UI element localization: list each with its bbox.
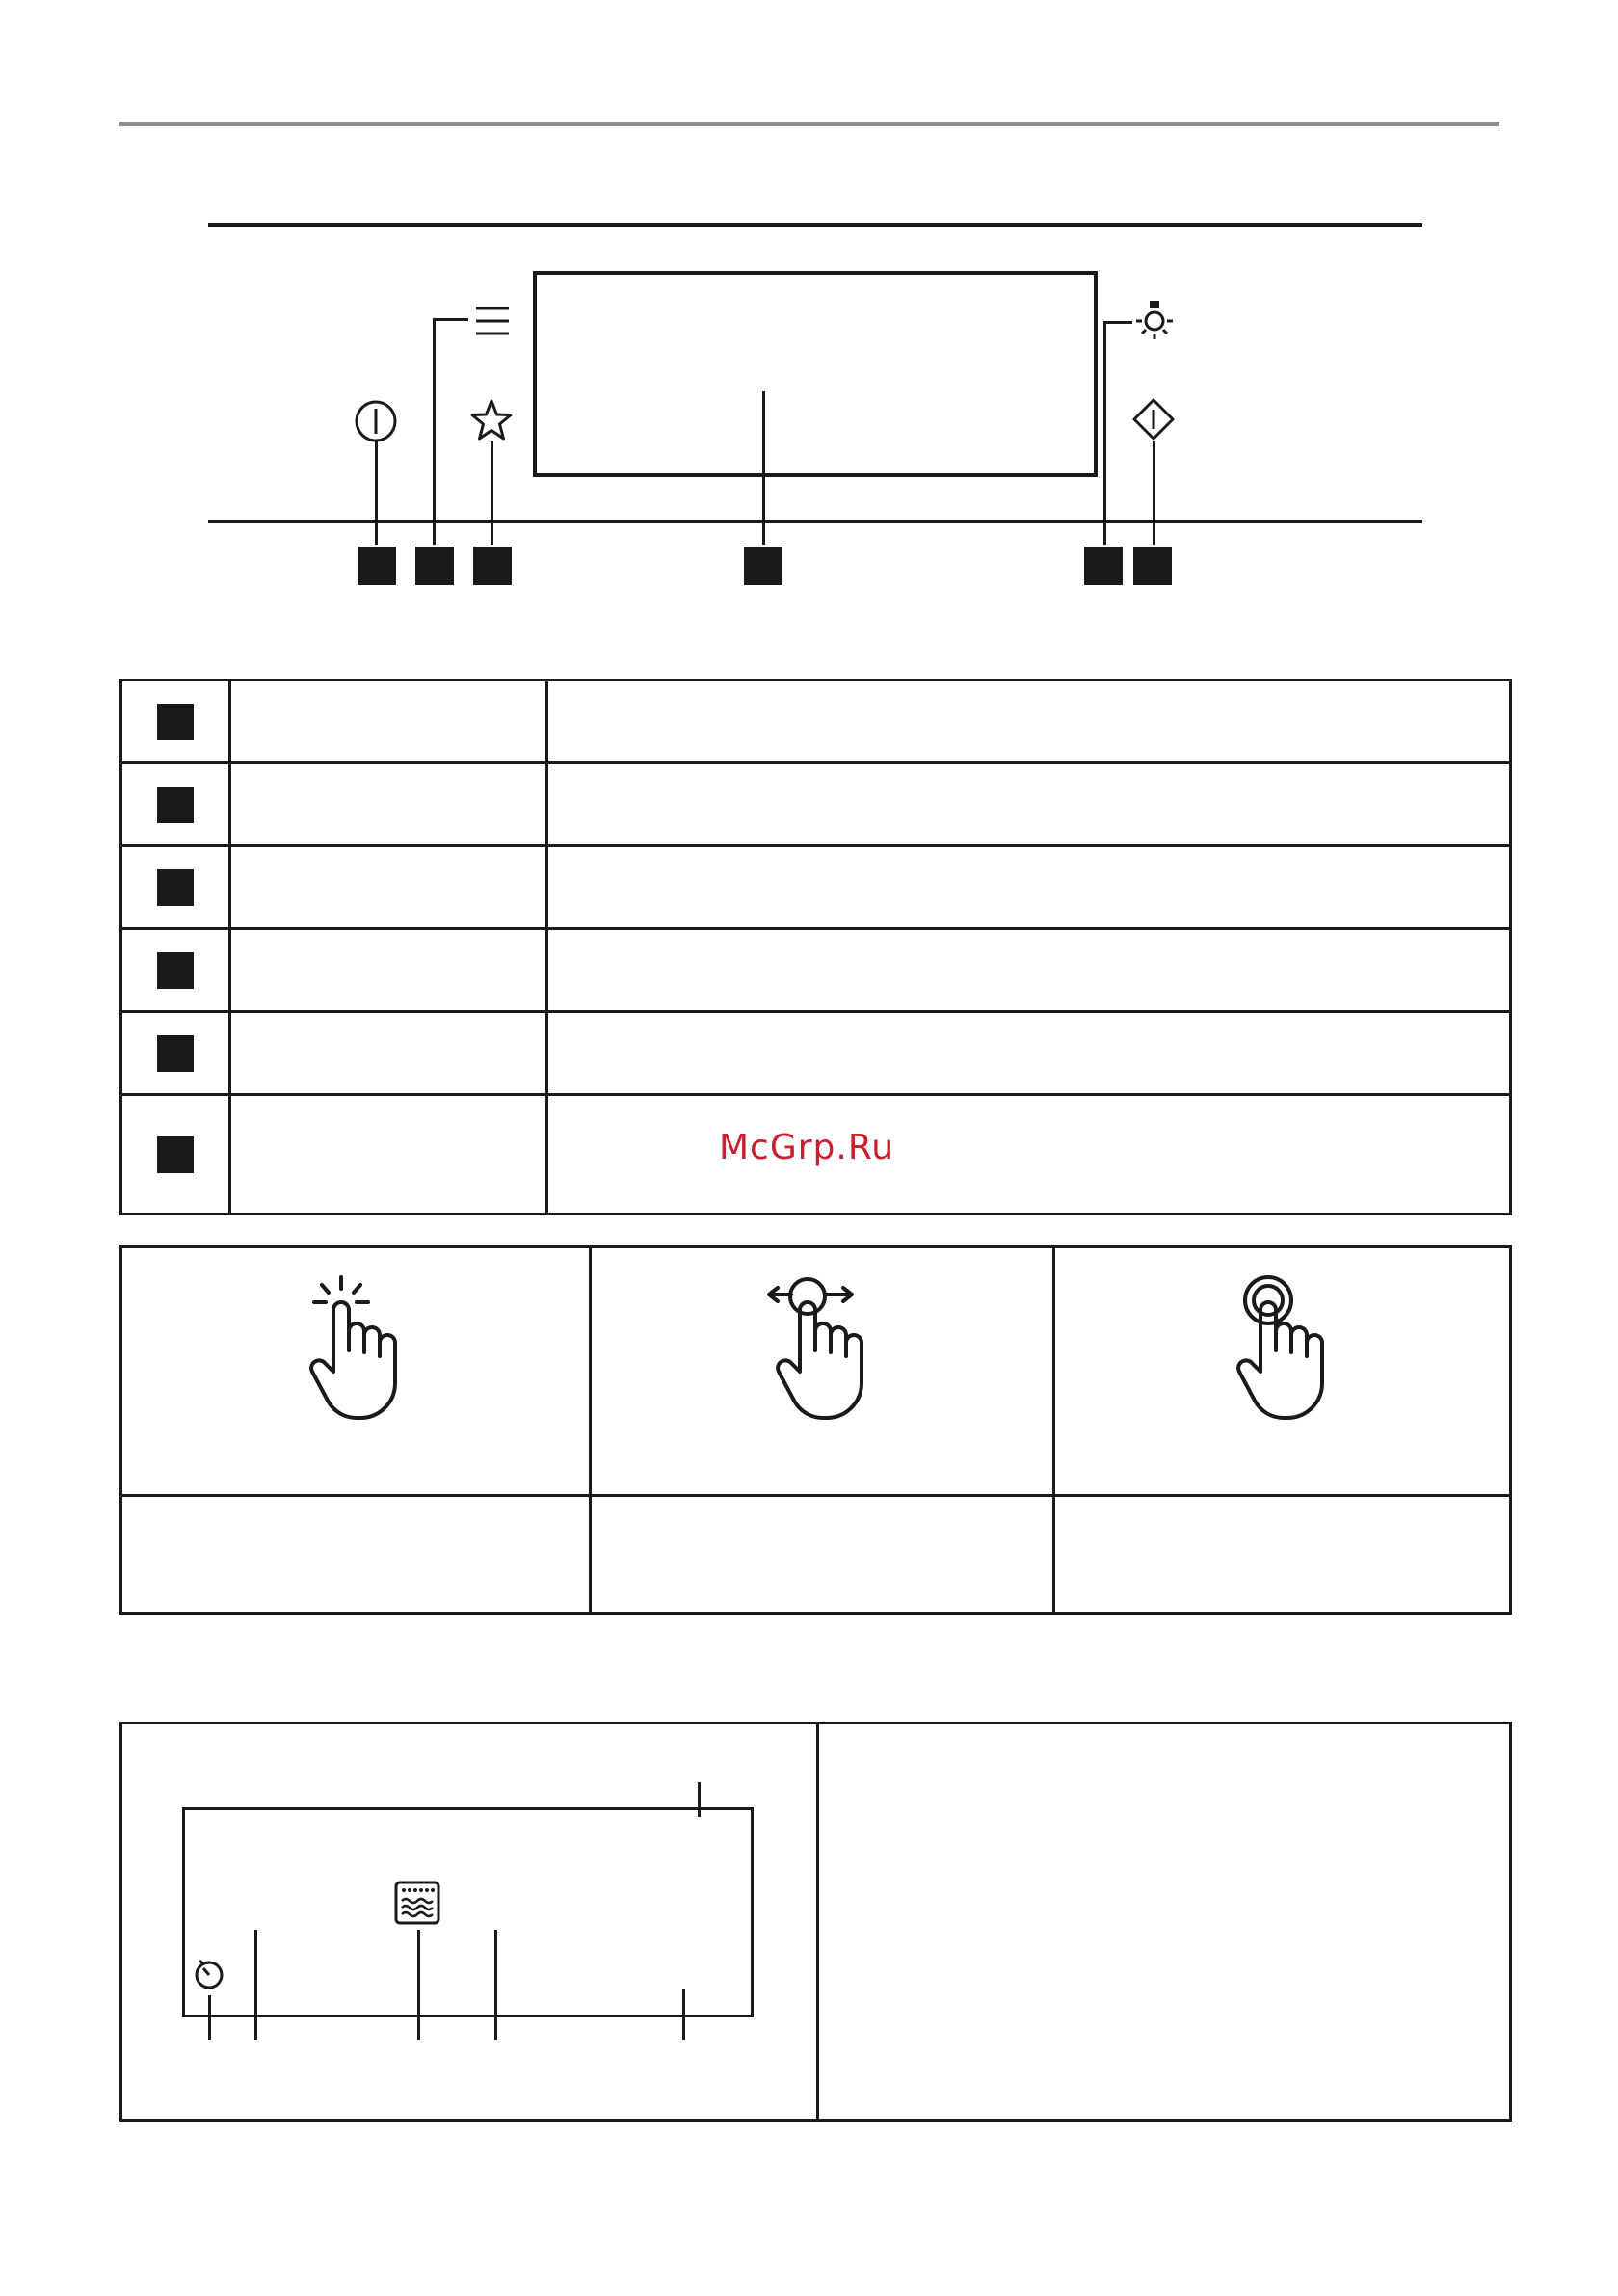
- row-marker: [157, 869, 194, 906]
- timer-icon: [194, 1958, 225, 1990]
- callout-box-2: [415, 547, 454, 585]
- gesture-label-cell: [591, 1496, 1054, 1614]
- swipe-icon: [764, 1275, 880, 1420]
- table-row: [121, 929, 1511, 1012]
- gesture-cell-press-and-hold: [1054, 1247, 1511, 1496]
- menu-icon[interactable]: [472, 305, 511, 337]
- gesture-labels-row: [121, 1496, 1511, 1614]
- function-cell: [230, 681, 547, 763]
- leader-line-2: [433, 318, 436, 545]
- light-icon[interactable]: [1132, 299, 1177, 343]
- press-and-hold-icon: [1230, 1275, 1336, 1420]
- leader-line-1: [375, 441, 378, 545]
- table-row: [121, 681, 1511, 763]
- gesture-cell-tap: [121, 1247, 591, 1496]
- watermark: McGrp.Ru: [719, 1128, 895, 1167]
- callout-box-1: [358, 547, 396, 585]
- function-cell: [230, 763, 547, 846]
- description-cell: [547, 846, 1511, 929]
- display-window: [533, 271, 1098, 477]
- function-cell: [230, 1012, 547, 1095]
- row-marker: [157, 1136, 194, 1173]
- row-marker: [157, 704, 194, 740]
- row-marker: [157, 787, 194, 823]
- callout-box-5: [1084, 547, 1123, 585]
- leader-line-4: [762, 391, 765, 545]
- description-cell: [547, 1095, 1511, 1215]
- description-cell: [547, 763, 1511, 846]
- marker-cell: [121, 929, 230, 1012]
- tap-icon: [303, 1275, 409, 1420]
- display-leader-top: [698, 1782, 701, 1817]
- gesture-cell-swipe: [591, 1247, 1054, 1496]
- header-rule: [119, 122, 1499, 126]
- leader-line-6: [1153, 441, 1155, 545]
- description-cell: [547, 1012, 1511, 1095]
- callout-box-4: [744, 547, 782, 585]
- function-cell: [230, 929, 547, 1012]
- marker-cell: [121, 846, 230, 929]
- heating-function-icon: [393, 1880, 441, 1926]
- function-cell: [230, 1095, 547, 1215]
- display-leader-5: [682, 1989, 685, 2040]
- display-leader-4: [494, 1930, 497, 2040]
- favourite-icon[interactable]: [469, 398, 514, 442]
- callout-box-6: [1133, 547, 1172, 585]
- start-stop-icon[interactable]: [1130, 396, 1177, 442]
- table-row: [121, 763, 1511, 846]
- power-icon[interactable]: [354, 399, 398, 443]
- leader-line-3: [491, 441, 493, 545]
- gestures-table: [119, 1245, 1512, 1615]
- display-leader-3: [417, 1930, 420, 2040]
- leader-line-5-top: [1103, 321, 1132, 324]
- marker-cell: [121, 1095, 230, 1215]
- display-leader-2: [254, 1930, 257, 2040]
- gesture-label-cell: [121, 1496, 591, 1614]
- marker-cell: [121, 1012, 230, 1095]
- table-row: [121, 846, 1511, 929]
- gesture-icons-row: [121, 1247, 1511, 1496]
- description-cell: [547, 681, 1511, 763]
- display-leader-1: [208, 1995, 211, 2040]
- callout-box-3: [473, 547, 512, 585]
- marker-cell: [121, 681, 230, 763]
- gesture-label-cell: [1054, 1496, 1511, 1614]
- description-cell: [547, 929, 1511, 1012]
- leader-line-2-top: [434, 318, 468, 321]
- panel-top-edge: [208, 223, 1422, 227]
- panel-bottom-edge: [208, 520, 1422, 523]
- display-diagram: [182, 1807, 754, 2017]
- display-description-cell: [818, 1723, 1511, 2121]
- function-cell: [230, 846, 547, 929]
- table-row: [121, 1012, 1511, 1095]
- leader-line-5: [1103, 321, 1106, 545]
- row-marker: [157, 1035, 194, 1072]
- marker-cell: [121, 763, 230, 846]
- row-marker: [157, 952, 194, 989]
